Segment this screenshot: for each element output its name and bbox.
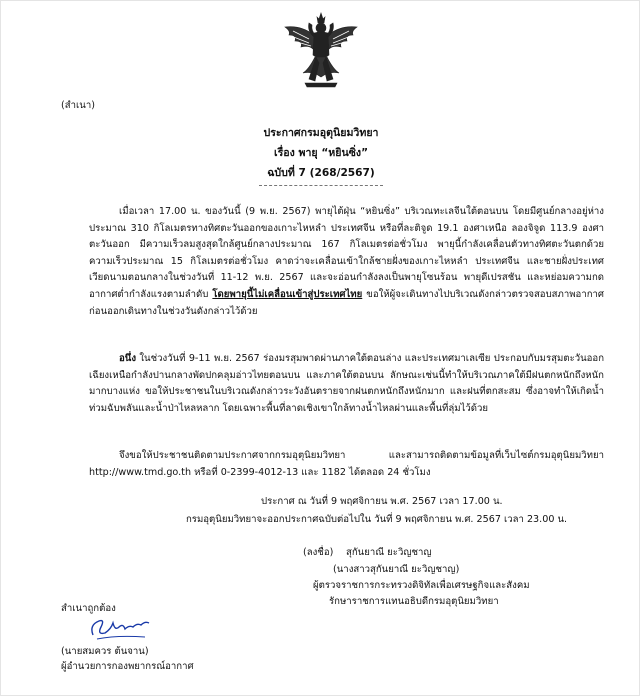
paragraph-storm-report-tail: ขอให้ผู้จะเดินทางไปบริเวณดังกล่าวตรวจสอบสภาพอากาศก่อนออกเดินทางในช่วงวันดังกล่าวไว้ด้วย [89,288,604,317]
paragraph-storm-report [89,204,604,320]
certifier-name: (นายสมควร ต้นจาน) [61,646,149,657]
copy-mark: (สำเนา) [61,100,95,111]
signer-role-acting: รักษาราชการแทนอธิบดีกรมอุตุนิยมวิทยา [329,596,499,607]
document-title: ประกาศกรมอุตุนิยมวิทยา [263,127,379,139]
monsoon-warning-lead: อนึ่ง [119,353,137,364]
signer-full-name: (นางสาวสุกันยาณี ยะวิญชาญ) [333,564,460,575]
storm-not-entering-thailand-emphasis: โดยพายุนี้ไม่เคลื่อนเข้าสู่ประเทศไทย [212,288,363,300]
title-divider [259,185,383,186]
next-announcement: กรมอุตุนิยมวิทยาจะออกประกาศฉบับต่อไปใน วันที่ 9 พฤศจิกายน พ.ศ. 2567 เวลา 23.00 น. [186,514,568,525]
signer-role-primary: ผู้ตรวจราชการกระทรวงดิจิทัลเพื่อเศรษฐกิจและสังคม [313,580,530,591]
certified-copy-label: สำเนาถูกต้อง [61,603,116,614]
document-subject: เรื่อง พายุ “หยินซิ่ง” [273,147,369,159]
paragraph-storm-report-text: เมื่อเวลา 17.00 น. ของวันนี้ (9 พ.ย. 2567) พายุไต้ฝุ่น “หยินซิ่ง” บริเวณทะเลจีนใต้ตอนบน โดยมีศูนย์กลางอยู่ห่างประมาณ 310 กิโลเมตรทางทิศตะวันออกของเกาะไหหลำ ประเทศจีน หรือที่ละติจูด 19.1 องศาเหนือ ลองจิจูด 113.9 องศาตะวันออก มีความเร็วลมสูงสุดใกล้ศูนย์กลางประมาณ 167 กิโลเมตรต่อชั่วโมง พายุนี้กำลังเคลื่อนตัวทางทิศตะวันตกด้วยความเร็วประมาณ 15 กิโลเมตรต่อชั่วโมง คาดว่าจะเคลื่อนเข้าใกล้ชายฝั่งของเกาะไหหลำ ประเทศจีน และชายฝั่งประเทศเวียดนามตอนกลางในช่วงวันที่ 11-12 พ.ย. 2567 และจะอ่อนกำลังลงเป็นพายุโซนร้อน พายุดีเปรสชัน และหย่อมความกดอากาศต่ำกำลังแรงตามลำดับ [89,206,604,300]
paragraph-monsoon-warning-text: ในช่วงวันที่ 9-11 พ.ย. 2567 ร่องมรสุมพาดผ่านภาคใต้ตอนล่าง และประเทศมาเลเซีย ประกอบกับมรสุมตะวันออกเฉียงเหนือกำลังปานกลางพัดปกคลุมอ่าวไทยตอนบน และภาคใต้ตอนบน ลักษณะเช่นนี้ทำให้บริเวณภาคใต้มีฝนตกหนักถึงหนักมากบางแห่ง ขอให้ประชาชนในบริเวณดังกล่าวระวังอันตรายจากฝนตกหนักถึงหนักมาก และฝนที่ตกสะสม ซึ่งอาจทำให้เกิดน้ำท่วมฉับพลันและน้ำป่าไหลหลาก โดยเฉพาะพื้นที่ลาดเชิงเขาใกล้ทางน้ำไหลผ่านและพื้นที่ลุ่มไว้ด้วย [89,353,604,414]
paragraph-follow-updates: จึงขอให้ประชาชนติดตามประกาศจากกรมอุตุนิยมวิทยา และสามารถติดตามข้อมูลที่เว็บไซต์กรมอุตุนิยมวิทยา http://www.tmd.go.th หรือที่ 0-2399-4012-13 และ 1182 ได้ตลอด 24 ชั่วโมง [89,450,604,478]
paragraph-monsoon-warning [89,351,604,417]
signer-name: สุกันยาณี ยะวิญชาญ [346,547,432,558]
announcement-date: ประกาศ ณ วันที่ 9 พฤศจิกายน พ.ศ. 2567 เวลา 17.00 น. [261,496,503,507]
document-issue-number: ฉบับที่ 7 (268/2567) [267,167,375,179]
certifier-role: ผู้อำนวยการกองพยากรณ์อากาศ [61,661,194,672]
garuda-emblem-icon [279,11,363,93]
signed-label: (ลงชื่อ) [303,547,334,558]
handwritten-signature-icon [87,613,153,643]
